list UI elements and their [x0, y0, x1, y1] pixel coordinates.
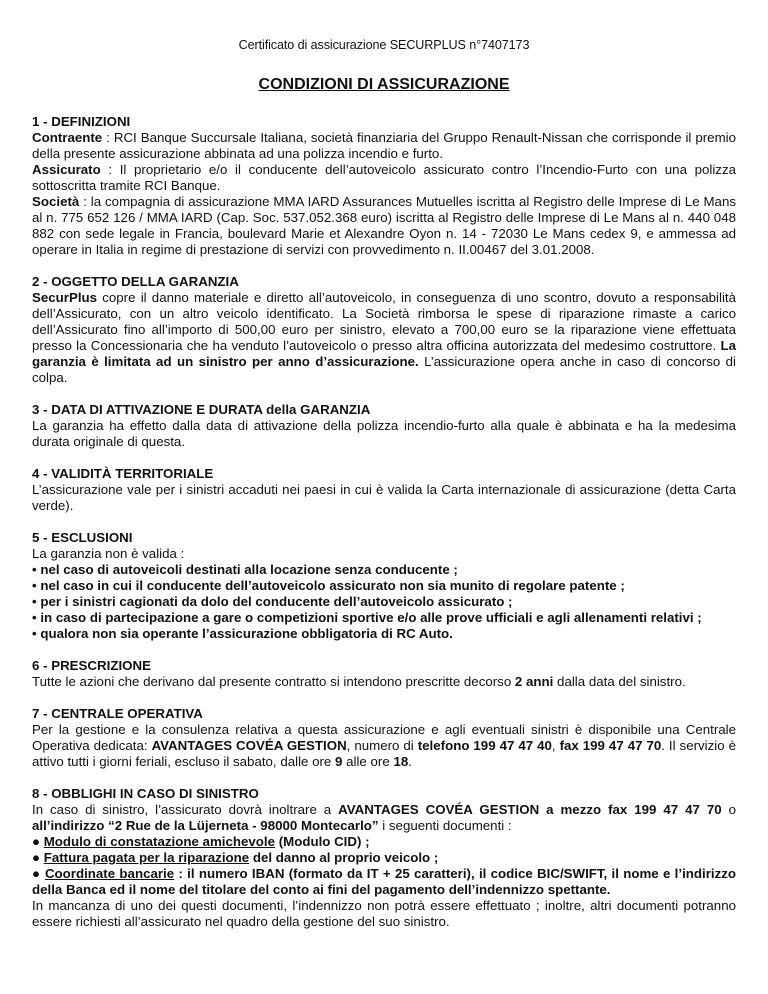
document-detail: del danno al proprio veicolo ;	[249, 850, 439, 865]
body-text: i seguenti documenti :	[378, 818, 512, 833]
term-text: : RCI Banque Succursale Italiana, società finanziaria del Gruppo Renault-Nissan che corrisponde il premio della presente assicurazione abbinata ad una polizza incendio e furto.	[32, 130, 736, 161]
body-text: .	[408, 754, 412, 769]
document-name: Modulo di constatazione amichevole	[43, 834, 275, 849]
section-prescrizione	[32, 658, 736, 690]
section-body: L’assicurazione vale per i sinistri accaduti nei paesi in cui è valida la Carta internazionale di assicurazione (detta Carta verde).	[32, 482, 736, 513]
bullet-icon: ●	[32, 834, 44, 849]
body-text: , numero di	[346, 738, 418, 753]
body-text: In caso di sinistro, l’assicurato dovrà inoltrare a	[32, 802, 339, 817]
product-name: SecurPlus	[32, 290, 98, 305]
section-title: 3 - DATA DI ATTIVAZIONE E DURATA della GARANZIA	[32, 402, 371, 417]
document-detail: : il numero IBAN (formato da IT + 25 caratteri), il codice BIC/SWIFT, il nome e l’indirizzo della Banca ed il nome del titolare del conto ai fini del pagamento dell’indennizzo spettante.	[32, 866, 736, 897]
body-text: ,	[551, 738, 560, 753]
document-detail: (Modulo CID) ;	[275, 834, 370, 849]
body-text: o	[721, 802, 736, 817]
section-definizioni	[32, 114, 736, 258]
section-intro: La garanzia non è valida :	[32, 546, 185, 561]
body-text: Per la gestione e la consulenza relativa a questa assicurazione e agli eventuali sinistri è disponibile una Centrale Operativa dedicata:	[32, 722, 736, 753]
section-title: 2 - OGGETTO DELLA GARANZIA	[32, 274, 239, 289]
section-body	[32, 722, 736, 770]
fax-number: fax 199 47 47 70	[559, 738, 662, 753]
section-validita	[32, 466, 736, 514]
company-address: all’indirizzo “2 Rue de la Lüjerneta - 98000 Montecarlo”	[32, 818, 379, 833]
closing-note: In mancanza di uno dei questi documenti, l’indennizzo non potrà essere effettuato ; inoltre, altri documenti potranno essere richiesti all’assicurato nel quadro della gestione del suo sinistro.	[32, 898, 736, 929]
document-name: Fattura pagata per la riparazione	[43, 850, 250, 865]
term-text: : Il proprietario e/o il conducente dell’autoveicolo assicurato contro l’Incendio-Furto con una polizza sottoscritta tramite RCI Banque.	[32, 162, 736, 193]
exclusion-item: • per i sinistri cagionati da dolo del conducente dell’autoveicolo assicurato ;	[32, 594, 513, 609]
section-body	[32, 290, 736, 386]
definition-societa	[32, 194, 736, 258]
section-body	[32, 802, 736, 834]
section-title: 6 - PRESCRIZIONE	[32, 658, 151, 673]
body-text: L’assicurazione opera anche in caso di concorso di colpa.	[32, 354, 737, 385]
body-text: Tutte le azioni che derivano dal presente contratto si intendono prescritte decorso	[32, 674, 515, 689]
term-text: : la compagnia di assicurazione MMA IARD Assurances Mutuelles iscritta al Registro delle Imprese di Le Mans al n. 775 652 126 / MMA IARD (Cap. Soc. 537.052.368 euro) iscritta al Registro delle Imprese di Le Mans al n. 440 048 882 con sede legale in Francia, boulevard Marie et Alexandre Oyon n. 14 - 72030 Le Mans cedex 9, e ammessa ad operare in Italia in regime di prestazione di servizi con provvedimento n. II.00467 del 3.01.2008.	[32, 194, 736, 257]
document-name: Coordinate bancarie	[44, 866, 175, 881]
section-title: 7 - CENTRALE OPERATIVA	[32, 706, 203, 721]
phone-number: telefono 199 47 47 40	[417, 738, 552, 753]
section-durata	[32, 402, 736, 450]
certificate-header: Certificato di assicurazione SECURPLUS n°7407173	[238, 38, 530, 52]
section-title: 8 - OBBLIGHI IN CASO DI SINISTRO	[32, 786, 259, 801]
body-text: . Il servizio è attivo tutti i giorni feriali, escluso il sabato, dalle ore	[32, 738, 736, 769]
body-text: dalla data del sinistro.	[553, 674, 686, 689]
section-centrale-operativa	[32, 706, 736, 770]
required-document-item	[32, 834, 736, 850]
bold-term: 2 anni	[514, 674, 554, 689]
page-title: CONDIZIONI DI ASSICURAZIONE	[258, 76, 510, 93]
required-document-item	[32, 866, 736, 898]
section-obblighi	[32, 786, 736, 930]
company-name: AVANTAGES COVÉA GESTION	[151, 738, 347, 753]
exclusion-item: • nel caso in cui il conducente dell’autoveicolo assicurato non sia munito di regolare patente ;	[32, 578, 625, 593]
term-label: Assicurato	[32, 162, 101, 177]
body-text: alle ore	[342, 754, 394, 769]
section-oggetto	[32, 274, 736, 386]
term-label: Società	[32, 194, 80, 209]
company-fax: AVANTAGES COVÉA GESTION a mezzo fax 199 47 47 70	[338, 802, 722, 817]
close-hour: 18	[393, 754, 409, 769]
section-body	[32, 674, 736, 690]
bold-note: La garanzia è limitata ad un sinistro per anno d’assicurazione.	[32, 338, 736, 369]
definition-assicurato	[32, 162, 736, 194]
exclusion-item: • qualora non sia operante l’assicurazione obbligatoria di RC Auto.	[32, 626, 453, 641]
definition-contraente	[32, 130, 736, 162]
exclusion-item: • in caso di partecipazione a gare o competizioni sportive e/o alle prove ufficiali e agli allenamenti relativi ;	[32, 610, 702, 625]
open-hour: 9	[335, 754, 343, 769]
section-title: 5 - ESCLUSIONI	[32, 530, 133, 545]
section-title: 1 - DEFINIZIONI	[32, 114, 131, 129]
section-esclusioni	[32, 530, 736, 642]
section-body: La garanzia ha effetto dalla data di attivazione della polizza incendio-furto alla quale è abbinata e ha la medesima durata originale di questa.	[32, 418, 736, 449]
exclusion-item: • nel caso di autoveicoli destinati alla locazione senza conducente ;	[32, 562, 458, 577]
bullet-icon: ●	[32, 850, 44, 865]
term-label: Contraente	[32, 130, 103, 145]
body-text: copre il danno materiale e diretto all’autoveicolo, in conseguenza di uno scontro, dovuto a responsabilità dell’Assicurato, con un altro veicolo identificato. La Società rimborsa le spese di riparazione rimaste a carico dell’Assicurato fino all’importo di 500,00 euro per sinistro, elevato a 700,00 euro se la riparazione viene effettuata presso la Concessionaria che ha venduto l’autoveicolo o presso altra officina autorizzata del medesimo costruttore.	[32, 290, 736, 353]
bullet-icon: ●	[32, 866, 45, 881]
section-title: 4 - VALIDITÀ TERRITORIALE	[32, 466, 214, 481]
required-document-item	[32, 850, 736, 866]
